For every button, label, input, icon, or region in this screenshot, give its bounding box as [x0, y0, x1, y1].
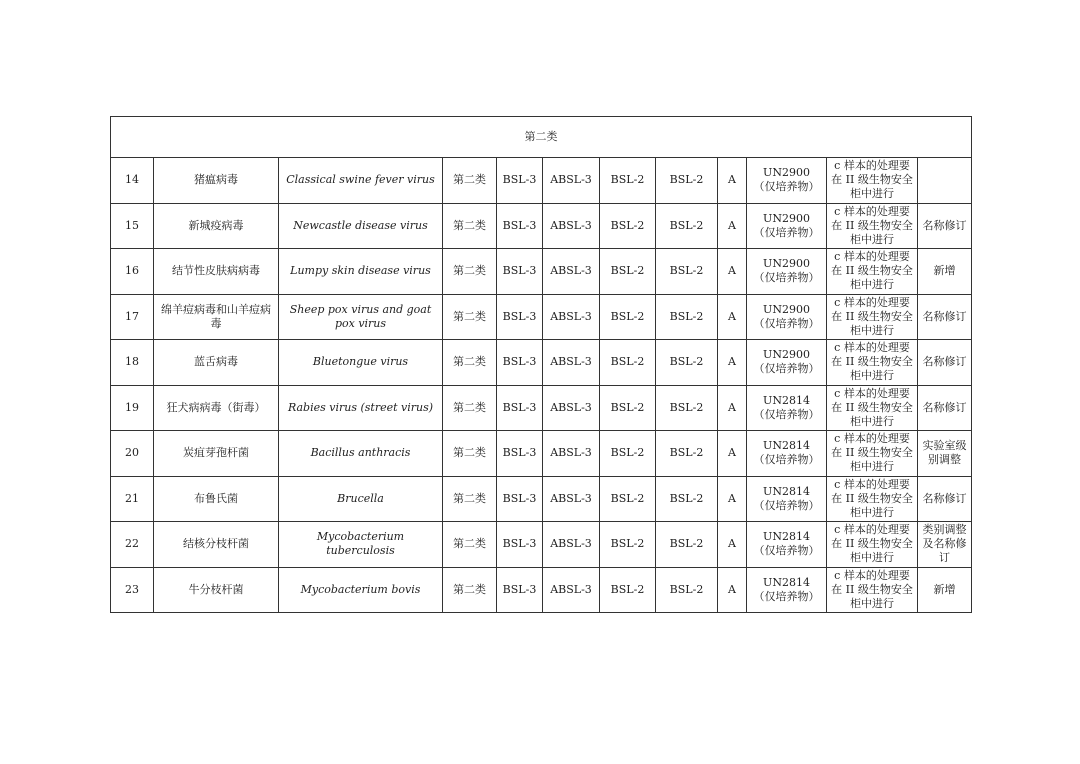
lab-level: BSL-3 [497, 203, 543, 249]
handling-condition: c 样本的处理要在 II 级生物安全柜中进行 [827, 567, 918, 613]
un-code [747, 385, 827, 431]
handling-condition: c 样本的处理要在 II 级生物安全柜中进行 [827, 385, 918, 431]
inactivated-level: BSL-2 [656, 294, 718, 340]
hazard-category: 第二类 [443, 294, 497, 340]
lab-level: BSL-3 [497, 158, 543, 204]
un-number: UN2814 [763, 484, 810, 498]
table-row [111, 385, 972, 431]
un-note: （仅培养物） [753, 589, 820, 603]
handling-condition: c 样本的处理要在 II 级生物安全柜中进行 [827, 158, 918, 204]
table-row [111, 431, 972, 477]
un-note: （仅培养物） [753, 362, 820, 376]
remark [918, 158, 972, 204]
sample-level: BSL-2 [600, 385, 656, 431]
un-number: UN2814 [763, 393, 810, 407]
sample-level: BSL-2 [600, 431, 656, 477]
un-note: （仅培养物） [753, 453, 820, 467]
transport-class: A [718, 203, 747, 249]
transport-class: A [718, 431, 747, 477]
un-note: （仅培养物） [753, 271, 820, 285]
handling-condition: c 样本的处理要在 II 级生物安全柜中进行 [827, 294, 918, 340]
row-number: 17 [111, 294, 154, 340]
un-code [747, 476, 827, 522]
table-row [111, 476, 972, 522]
chinese-name: 结节性皮肤病病毒 [154, 249, 279, 295]
transport-class: A [718, 385, 747, 431]
remark: 名称修订 [918, 385, 972, 431]
un-number: UN2900 [763, 211, 810, 225]
hazard-category: 第二类 [443, 476, 497, 522]
transport-class: A [718, 249, 747, 295]
chinese-name: 猪瘟病毒 [154, 158, 279, 204]
handling-condition: c 样本的处理要在 II 级生物安全柜中进行 [827, 203, 918, 249]
un-note: （仅培养物） [753, 407, 820, 421]
row-number: 23 [111, 567, 154, 613]
hazard-category: 第二类 [443, 385, 497, 431]
latin-name: Classical swine fever virus [279, 158, 443, 204]
animal-lab-level: ABSL-3 [543, 522, 600, 568]
animal-lab-level: ABSL-3 [543, 340, 600, 386]
sample-level: BSL-2 [600, 567, 656, 613]
un-number: UN2814 [763, 575, 810, 589]
un-code [747, 294, 827, 340]
transport-class: A [718, 476, 747, 522]
animal-lab-level: ABSL-3 [543, 567, 600, 613]
table-row [111, 522, 972, 568]
handling-condition: c 样本的处理要在 II 级生物安全柜中进行 [827, 522, 918, 568]
un-code [747, 340, 827, 386]
sample-level: BSL-2 [600, 476, 656, 522]
table-row [111, 203, 972, 249]
transport-class: A [718, 158, 747, 204]
remark: 新增 [918, 567, 972, 613]
latin-name: Lumpy skin disease virus [279, 249, 443, 295]
remark: 名称修订 [918, 476, 972, 522]
remark: 名称修订 [918, 294, 972, 340]
handling-condition: c 样本的处理要在 II 级生物安全柜中进行 [827, 249, 918, 295]
inactivated-level: BSL-2 [656, 476, 718, 522]
inactivated-level: BSL-2 [656, 431, 718, 477]
latin-name: Mycobacterium bovis [279, 567, 443, 613]
section-header-row [111, 117, 972, 158]
latin-name: Sheep pox virus and goat pox virus [279, 294, 443, 340]
lab-level: BSL-3 [497, 431, 543, 477]
un-code [747, 203, 827, 249]
transport-class: A [718, 340, 747, 386]
un-code [747, 522, 827, 568]
lab-level: BSL-3 [497, 567, 543, 613]
row-number: 16 [111, 249, 154, 295]
latin-name: Bluetongue virus [279, 340, 443, 386]
sample-level: BSL-2 [600, 294, 656, 340]
inactivated-level: BSL-2 [656, 567, 718, 613]
lab-level: BSL-3 [497, 249, 543, 295]
row-number: 22 [111, 522, 154, 568]
animal-lab-level: ABSL-3 [543, 476, 600, 522]
un-number: UN2900 [763, 166, 810, 180]
animal-lab-level: ABSL-3 [543, 385, 600, 431]
sample-level: BSL-2 [600, 340, 656, 386]
animal-lab-level: ABSL-3 [543, 431, 600, 477]
remark: 新增 [918, 249, 972, 295]
latin-name: Bacillus anthracis [279, 431, 443, 477]
lab-level: BSL-3 [497, 385, 543, 431]
un-number: UN2900 [763, 302, 810, 316]
un-note: （仅培养物） [753, 544, 820, 558]
latin-name: Brucella [279, 476, 443, 522]
un-number: UN2814 [763, 530, 810, 544]
un-number: UN2900 [763, 348, 810, 362]
transport-class: A [718, 522, 747, 568]
chinese-name: 牛分枝杆菌 [154, 567, 279, 613]
chinese-name: 蓝舌病毒 [154, 340, 279, 386]
table-row [111, 249, 972, 295]
inactivated-level: BSL-2 [656, 522, 718, 568]
animal-lab-level: ABSL-3 [543, 203, 600, 249]
row-number: 15 [111, 203, 154, 249]
animal-lab-level: ABSL-3 [543, 249, 600, 295]
un-code [747, 431, 827, 477]
lab-level: BSL-3 [497, 476, 543, 522]
table-row [111, 340, 972, 386]
inactivated-level: BSL-2 [656, 158, 718, 204]
row-number: 19 [111, 385, 154, 431]
handling-condition: c 样本的处理要在 II 级生物安全柜中进行 [827, 340, 918, 386]
lab-level: BSL-3 [497, 340, 543, 386]
hazard-category: 第二类 [443, 203, 497, 249]
sample-level: BSL-2 [600, 522, 656, 568]
un-code [747, 249, 827, 295]
un-number: UN2814 [763, 439, 810, 453]
latin-name: Newcastle disease virus [279, 203, 443, 249]
sample-level: BSL-2 [600, 158, 656, 204]
remark: 名称修订 [918, 340, 972, 386]
hazard-category: 第二类 [443, 522, 497, 568]
chinese-name: 结核分枝杆菌 [154, 522, 279, 568]
un-code [747, 158, 827, 204]
animal-lab-level: ABSL-3 [543, 294, 600, 340]
chinese-name: 布鲁氏菌 [154, 476, 279, 522]
row-number: 21 [111, 476, 154, 522]
animal-lab-level: ABSL-3 [543, 158, 600, 204]
pathogen-table [110, 116, 972, 613]
table-row [111, 294, 972, 340]
inactivated-level: BSL-2 [656, 203, 718, 249]
inactivated-level: BSL-2 [656, 385, 718, 431]
chinese-name: 新城疫病毒 [154, 203, 279, 249]
hazard-category: 第二类 [443, 567, 497, 613]
remark: 实验室级别调整 [918, 431, 972, 477]
table-row [111, 567, 972, 613]
chinese-name: 炭疽芽孢杆菌 [154, 431, 279, 477]
chinese-name: 绵羊痘病毒和山羊痘病毒 [154, 294, 279, 340]
un-note: （仅培养物） [753, 316, 820, 330]
latin-name: Rabies virus (street virus) [279, 385, 443, 431]
hazard-category: 第二类 [443, 249, 497, 295]
hazard-category: 第二类 [443, 158, 497, 204]
sample-level: BSL-2 [600, 203, 656, 249]
section-header: 第二类 [111, 117, 972, 158]
inactivated-level: BSL-2 [656, 249, 718, 295]
transport-class: A [718, 294, 747, 340]
transport-class: A [718, 567, 747, 613]
sample-level: BSL-2 [600, 249, 656, 295]
latin-name: Mycobacterium tuberculosis [279, 522, 443, 568]
hazard-category: 第二类 [443, 340, 497, 386]
row-number: 20 [111, 431, 154, 477]
handling-condition: c 样本的处理要在 II 级生物安全柜中进行 [827, 476, 918, 522]
remark: 名称修订 [918, 203, 972, 249]
chinese-name: 狂犬病病毒（街毒） [154, 385, 279, 431]
un-number: UN2900 [763, 257, 810, 271]
hazard-category: 第二类 [443, 431, 497, 477]
un-code [747, 567, 827, 613]
un-note: （仅培养物） [753, 498, 820, 512]
inactivated-level: BSL-2 [656, 340, 718, 386]
un-note: （仅培养物） [753, 225, 820, 239]
un-note: （仅培养物） [753, 180, 820, 194]
table-row [111, 158, 972, 204]
row-number: 18 [111, 340, 154, 386]
row-number: 14 [111, 158, 154, 204]
handling-condition: c 样本的处理要在 II 级生物安全柜中进行 [827, 431, 918, 477]
lab-level: BSL-3 [497, 522, 543, 568]
table-body [111, 117, 972, 613]
remark: 类别调整及名称修订 [918, 522, 972, 568]
lab-level: BSL-3 [497, 294, 543, 340]
